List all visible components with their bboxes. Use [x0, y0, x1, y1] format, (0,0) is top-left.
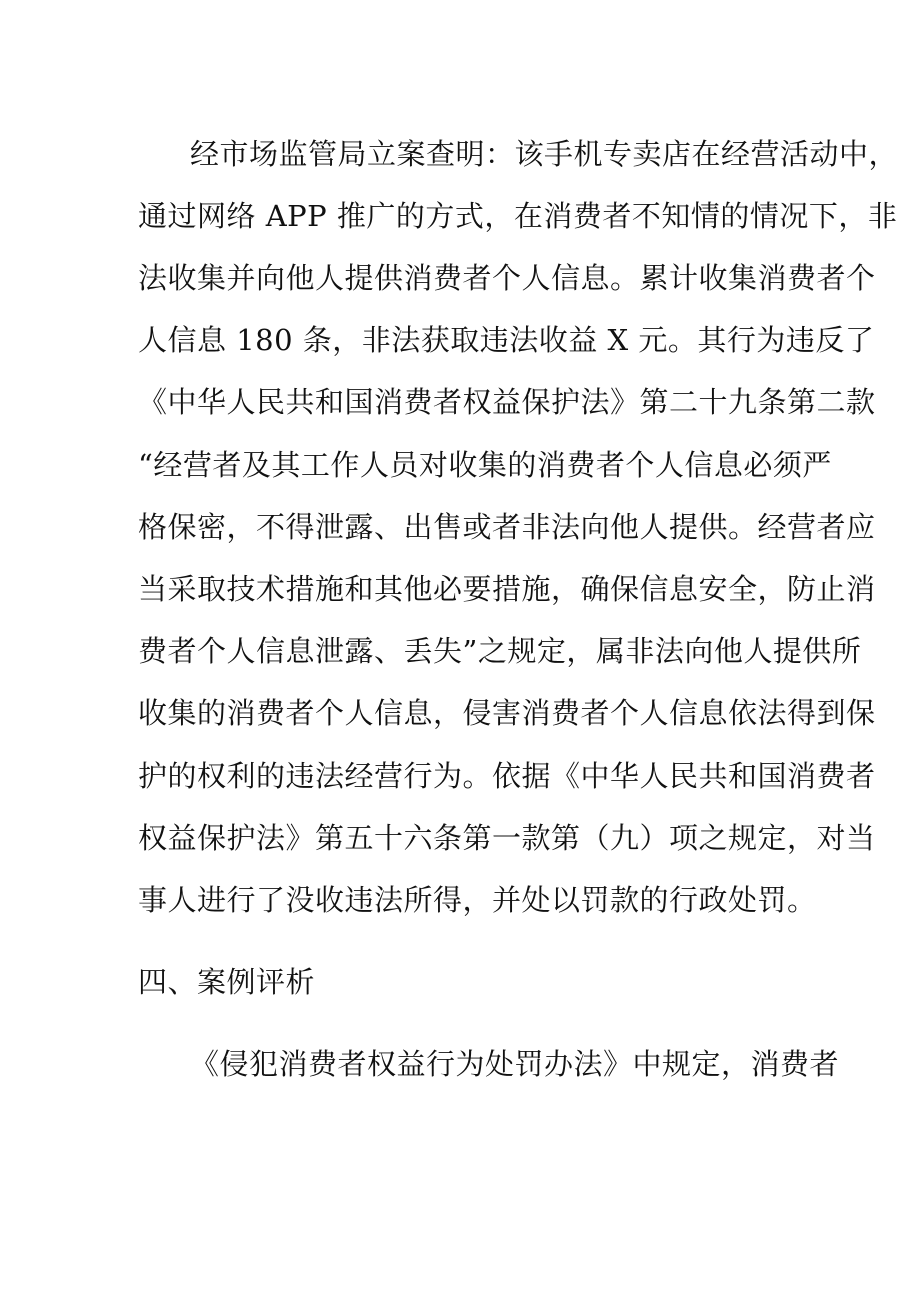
paragraph-line: 《中华人民共和国消费者权益保护法》第二十九条第二款 — [138, 385, 876, 419]
paragraph-line: 通过网络 APP 推广的方式，在消费者不知情的情况下，非 — [138, 199, 898, 233]
paragraph-line: 权益保护法》第五十六条第一款第（九）项之规定，对当 — [138, 821, 876, 855]
paragraph-line: 收集的消费者个人信息，侵害消费者个人信息依法得到保 — [138, 696, 876, 730]
paragraph-line: 《侵犯消费者权益行为处罚办法》中规定，消费者 — [190, 1047, 840, 1081]
paragraph-line: 经市场监管局立案查明：该手机专卖店在经营活动中， — [190, 137, 899, 171]
paragraph-line: 护的权利的违法经营行为。依据《中华人民共和国消费者 — [138, 759, 876, 793]
paragraph-line: 费者个人信息泄露、丢失”之规定，属非法向他人提供所 — [138, 634, 862, 668]
paragraph-line: 格保密，不得泄露、出售或者非法向他人提供。经营者应 — [138, 510, 876, 544]
paragraph-line: 事人进行了没收违法所得，并处以罚款的行政处罚。 — [138, 883, 817, 917]
paragraph-line: “经营者及其工作人员对收集的消费者个人信息必须严 — [138, 448, 832, 482]
paragraph-line: 法收集并向他人提供消费者个人信息。累计收集消费者个 — [138, 261, 876, 295]
section-heading: 四、案例评析 — [138, 965, 316, 999]
paragraph-line: 人信息 180 条，非法获取违法收益 X 元。其行为违反了 — [138, 323, 875, 357]
paragraph-line: 当采取技术措施和其他必要措施，确保信息安全，防止消 — [138, 572, 876, 606]
